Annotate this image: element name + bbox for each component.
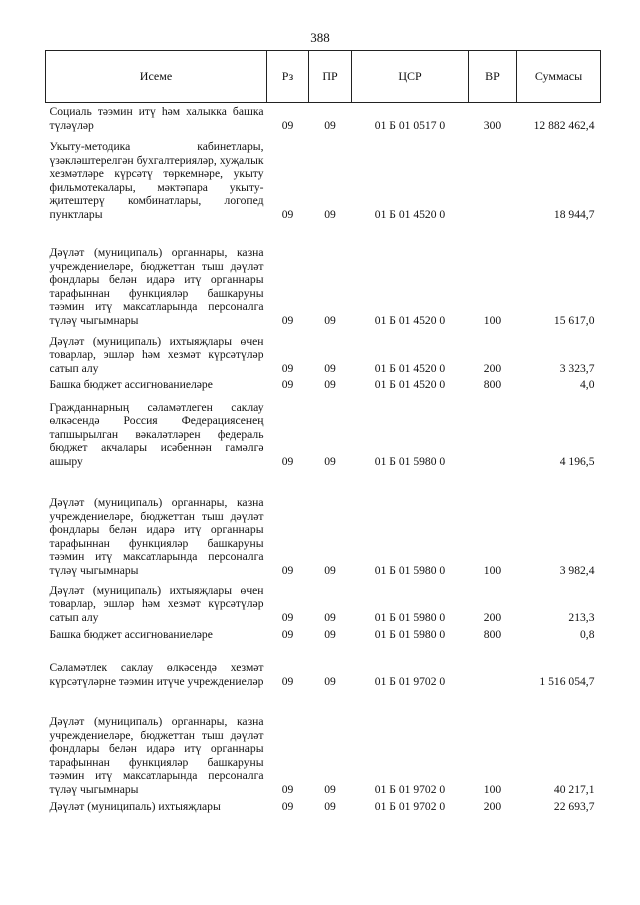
row-csr: 01 Б 01 5980 0 xyxy=(374,627,446,641)
row-vr: 200 xyxy=(483,361,502,375)
table-header-row xyxy=(46,51,601,103)
table-row xyxy=(46,469,601,578)
row-csr: 01 Б 01 5980 0 xyxy=(374,563,446,577)
row-pr: 09 xyxy=(324,118,336,132)
row-vr: 100 xyxy=(483,782,502,796)
row-sum: 22 693,7 xyxy=(553,799,595,813)
table-row xyxy=(46,797,601,814)
row-sum: 1 516 054,7 xyxy=(539,674,595,688)
row-rz: 09 xyxy=(281,207,294,221)
row-name: Гражданнарның сәламәтлеген саклау өлкәсендә Россия Федерациясенең тапшырылган вәкаләтләрен федераль бюджет акчалары исәбеннән гамәлгә ашыру xyxy=(49,400,264,468)
row-vr: 800 xyxy=(483,377,502,391)
row-sum: 3 323,7 xyxy=(559,361,595,375)
row-name: Социаль тәэмин итү һәм халыкка башка түләүләр xyxy=(49,105,264,132)
row-vr: 100 xyxy=(483,563,502,577)
row-csr: 01 Б 01 5980 0 xyxy=(374,610,446,624)
row-rz: 09 xyxy=(281,454,294,468)
table-row xyxy=(46,689,601,797)
row-pr: 09 xyxy=(324,313,336,327)
row-pr: 09 xyxy=(324,610,336,624)
table-row xyxy=(46,642,601,689)
budget-table-container xyxy=(45,50,600,814)
row-rz: 09 xyxy=(281,563,294,577)
row-pr: 09 xyxy=(324,563,336,577)
row-pr: 09 xyxy=(324,799,336,813)
row-csr: 01 Б 01 4520 0 xyxy=(374,377,446,391)
row-vr: 300 xyxy=(483,118,502,132)
row-csr: 01 Б 01 9702 0 xyxy=(374,799,446,813)
row-rz: 09 xyxy=(281,610,294,624)
row-vr xyxy=(469,133,517,222)
row-vr: 200 xyxy=(483,799,502,813)
row-name: Дәүләт (муниципаль) ихтыяҗлары өчен товарлар, эшләр һәм хезмәт күрсәтүләр сатып алу xyxy=(49,583,264,624)
header-name: Исеме xyxy=(46,51,267,103)
row-csr: 01 Б 01 4520 0 xyxy=(374,313,446,327)
row-rz: 09 xyxy=(281,313,294,327)
row-csr: 01 Б 01 9702 0 xyxy=(374,674,446,688)
row-rz: 09 xyxy=(281,361,294,375)
row-pr: 09 xyxy=(324,782,336,796)
row-name: Дәүләт (муниципаль) ихтыяҗлары өчен товарлар, эшләр һәм хезмәт күрсәтүләр сатып алу xyxy=(49,334,264,375)
row-sum: 40 217,1 xyxy=(553,782,595,796)
row-pr: 09 xyxy=(324,454,336,468)
row-vr: 800 xyxy=(483,627,502,641)
row-name: Сәламәтлек саклау өлкәсендә хезмәт күрсәтүләрне тәэмин итүче учреждениеләр xyxy=(49,661,264,688)
budget-table xyxy=(45,50,601,814)
table-row xyxy=(46,133,601,222)
row-sum: 213,3 xyxy=(568,610,595,624)
header-rz: Рз xyxy=(267,51,309,103)
row-sum: 4 196,5 xyxy=(559,454,595,468)
row-pr: 09 xyxy=(324,207,336,221)
row-sum: 4,0 xyxy=(580,377,595,391)
table-row xyxy=(46,578,601,625)
row-vr xyxy=(469,642,517,689)
header-pr: ПР xyxy=(309,51,352,103)
row-pr: 09 xyxy=(324,361,336,375)
header-vr: ВР xyxy=(469,51,517,103)
row-name: Дәүләт (муниципаль) ихтыяҗлары xyxy=(49,799,221,813)
row-name: Дәүләт (муниципаль) органнары, казна учреждениеләре, бюджеттан тыш дәүләт фондлары белән идарә итү органнары тарафыннан функцияләр башкаруны тәэмин итү максатларында персоналга түләү чыгымнары xyxy=(49,714,264,796)
row-csr: 01 Б 01 5980 0 xyxy=(374,454,446,468)
row-pr: 09 xyxy=(324,377,336,391)
table-row xyxy=(46,625,601,642)
table-body xyxy=(46,103,601,814)
row-rz: 09 xyxy=(281,674,294,688)
row-rz: 09 xyxy=(281,627,294,641)
row-name: Башка бюджет ассигнованиеләре xyxy=(49,627,213,641)
row-csr: 01 Б 01 4520 0 xyxy=(374,207,446,221)
row-rz: 09 xyxy=(281,799,294,813)
row-pr: 09 xyxy=(324,627,336,641)
row-pr: 09 xyxy=(324,674,336,688)
row-name: Башка бюджет ассигнованиеләре xyxy=(49,377,213,391)
header-sum: Суммасы xyxy=(517,51,601,103)
page-number: 388 xyxy=(310,30,330,45)
row-name: Дәүләт (муниципаль) органнары, казна учреждениеләре, бюджеттан тыш дәүләт фондлары белән идарә итү органнары тарафыннан функцияләр башкаруны тәэмин итү максатларында персоналга түләү чыгымнары xyxy=(49,245,264,327)
table-row xyxy=(46,392,601,469)
table-row xyxy=(46,222,601,328)
row-sum: 3 982,4 xyxy=(559,563,595,577)
row-vr: 100 xyxy=(483,313,502,327)
row-name: Дәүләт (муниципаль) органнары, казна учреждениеләре, бюджеттан тыш дәүләт фондлары белән идарә итү органнары тарафыннан функцияләр башкаруны тәэмин итү максатларында персоналга түләү чыгымнары xyxy=(49,495,264,577)
row-csr: 01 Б 01 0517 0 xyxy=(374,118,446,132)
row-sum: 12 882 462,4 xyxy=(533,118,595,132)
row-sum: 15 617,0 xyxy=(553,313,595,327)
row-name: Укыту-методика кабинетлары, үзәкләштерелгән бухгалтерияләр, хуҗалык хезмәтләре күрсәтү төркемнәре, укыту фильмотекалары, мәктәпара укыту-җитештерү комбинатлары, логопед пунктлары xyxy=(49,139,264,221)
table-row xyxy=(46,376,601,392)
row-rz: 09 xyxy=(281,782,294,796)
row-csr: 01 Б 01 4520 0 xyxy=(374,361,446,375)
row-vr xyxy=(469,392,517,469)
row-vr: 200 xyxy=(483,610,502,624)
row-rz: 09 xyxy=(281,118,294,132)
header-csr: ЦСР xyxy=(352,51,469,103)
row-rz: 09 xyxy=(281,377,294,391)
table-row xyxy=(46,328,601,376)
row-csr: 01 Б 01 9702 0 xyxy=(374,782,446,796)
row-sum: 18 944,7 xyxy=(553,207,595,221)
table-row xyxy=(46,103,601,133)
row-sum: 0,8 xyxy=(580,627,595,641)
